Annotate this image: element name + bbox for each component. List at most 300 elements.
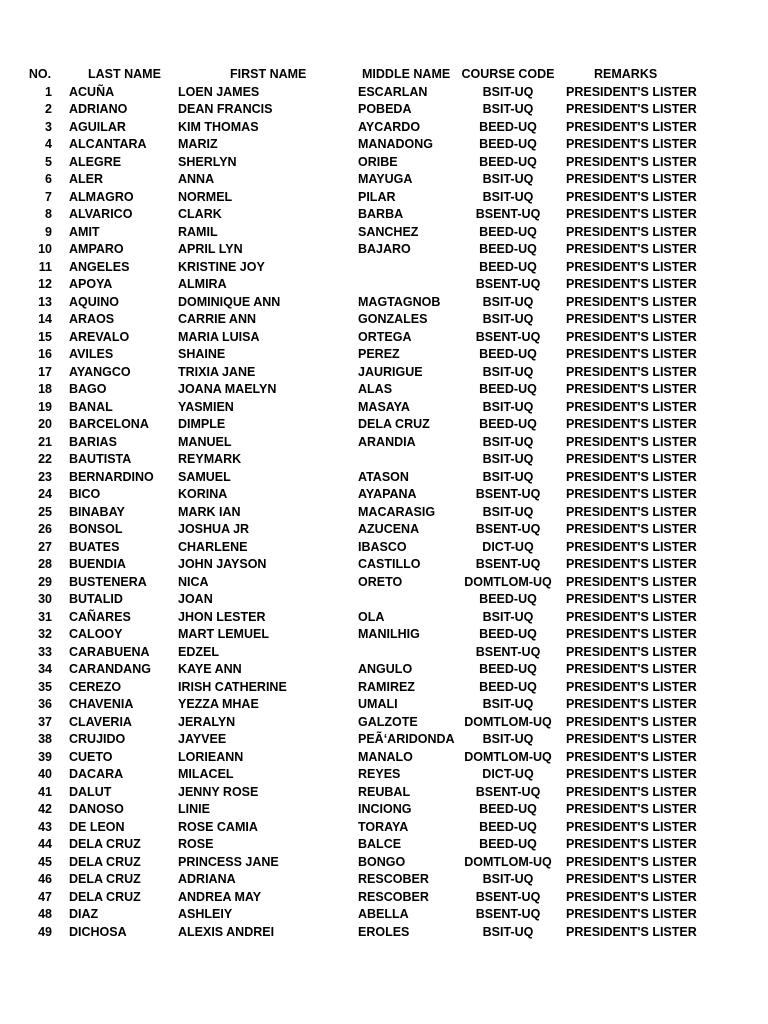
cell-no: 6	[45, 172, 52, 186]
table-row	[0, 854, 768, 872]
header-no: NO.	[28, 67, 52, 81]
cell-last-name: AVILES	[69, 347, 114, 361]
cell-remarks: PRESIDENT'S LISTER	[566, 364, 697, 379]
cell-course-code: DOMTLOM-UQ	[464, 574, 552, 589]
cell-no: 49	[38, 924, 52, 939]
cell-middle-name: REYES	[358, 767, 401, 781]
cell-middle-name: ATASON	[358, 469, 409, 484]
cell-no: 36	[38, 697, 52, 711]
cell-middle-name: AYAPANA	[358, 487, 417, 501]
cell-remarks: PRESIDENT'S LISTER	[566, 714, 697, 729]
cell-middle-name: GALZOTE	[358, 714, 418, 729]
cell-no: 22	[38, 452, 52, 466]
cell-no: 27	[38, 539, 52, 554]
cell-remarks: PRESIDENT'S LISTER	[566, 189, 697, 204]
cell-course-code: BSENT-UQ	[475, 487, 541, 501]
cell-course-code: BSIT-UQ	[482, 172, 534, 186]
cell-no: 48	[38, 907, 52, 921]
cell-remarks: PRESIDENT'S LISTER	[566, 679, 697, 694]
cell-last-name: BERNARDINO	[69, 469, 154, 484]
cell-first-name: ADRIANA	[178, 872, 236, 886]
cell-remarks: PRESIDENT'S LISTER	[566, 224, 697, 239]
cell-course-code: BEED-UQ	[479, 819, 537, 834]
cell-middle-name: ALAS	[358, 382, 393, 396]
cell-first-name: APRIL LYN	[178, 242, 243, 256]
cell-remarks: PRESIDENT'S LISTER	[566, 469, 697, 484]
cell-middle-name: SANCHEZ	[358, 224, 419, 239]
cell-no: 8	[45, 207, 52, 221]
cell-no: 40	[38, 767, 52, 781]
cell-no: 21	[38, 434, 52, 449]
header-middle-name: MIDDLE NAME	[362, 67, 451, 81]
table-row	[0, 84, 768, 102]
cell-remarks: PRESIDENT'S LISTER	[566, 872, 697, 886]
cell-remarks: PRESIDENT'S LISTER	[566, 172, 697, 186]
cell-no: 4	[45, 137, 52, 151]
cell-course-code: BEED-UQ	[479, 679, 537, 694]
table-row	[0, 626, 768, 644]
cell-course-code: BSIT-UQ	[482, 452, 534, 466]
cell-course-code: BSIT-UQ	[482, 609, 534, 624]
cell-middle-name: IBASCO	[358, 539, 407, 554]
cell-remarks: PRESIDENT'S LISTER	[566, 242, 697, 256]
cell-middle-name: ARANDIA	[358, 434, 416, 449]
table-row	[0, 871, 768, 889]
cell-first-name: ANNA	[178, 172, 215, 186]
cell-remarks: PRESIDENT'S LISTER	[566, 609, 697, 624]
lister-table	[0, 66, 768, 941]
cell-first-name: KIM THOMAS	[178, 119, 259, 134]
cell-course-code: BSENT-UQ	[475, 277, 541, 291]
cell-course-code: BEED-UQ	[479, 119, 537, 134]
cell-course-code: BEED-UQ	[479, 154, 537, 169]
cell-remarks: PRESIDENT'S LISTER	[566, 84, 697, 99]
cell-middle-name: RAMIREZ	[358, 679, 415, 694]
cell-middle-name: ESCARLAN	[358, 84, 428, 99]
table-row	[0, 889, 768, 907]
cell-middle-name: BAJARO	[358, 242, 411, 256]
table-row	[0, 294, 768, 312]
table-row	[0, 731, 768, 749]
cell-course-code: BSENT-UQ	[475, 889, 541, 904]
cell-first-name: JOANA MAELYN	[178, 382, 277, 396]
cell-middle-name: MACARASIG	[358, 504, 436, 519]
cell-course-code: BSIT-UQ	[482, 924, 534, 939]
table-row	[0, 609, 768, 627]
cell-last-name: BARCELONA	[69, 417, 149, 431]
cell-no: 44	[38, 837, 52, 851]
cell-middle-name: PEÃ‘ARIDONDA	[358, 732, 455, 746]
cell-first-name: MARK IAN	[178, 504, 241, 519]
header-course-code: COURSE CODE	[461, 67, 555, 81]
cell-no: 12	[38, 277, 52, 291]
cell-course-code: BEED-UQ	[479, 837, 537, 851]
cell-middle-name: POBEDA	[358, 102, 412, 116]
cell-first-name: CLARK	[178, 207, 222, 221]
cell-first-name: LINIE	[178, 802, 210, 816]
cell-middle-name: BALCE	[358, 837, 402, 851]
cell-course-code: BSENT-UQ	[475, 207, 541, 221]
cell-remarks: PRESIDENT'S LISTER	[566, 417, 697, 431]
cell-first-name: JOAN	[178, 592, 213, 606]
cell-middle-name: MANADONG	[358, 137, 433, 151]
cell-middle-name: AYCARDO	[358, 119, 421, 134]
cell-remarks: PRESIDENT'S LISTER	[566, 329, 697, 344]
cell-remarks: PRESIDENT'S LISTER	[566, 889, 697, 904]
cell-no: 7	[45, 189, 52, 204]
cell-remarks: PRESIDENT'S LISTER	[566, 644, 697, 659]
cell-no: 10	[38, 242, 52, 256]
cell-no: 23	[38, 469, 52, 484]
cell-remarks: PRESIDENT'S LISTER	[566, 102, 697, 116]
cell-last-name: BICO	[69, 487, 101, 501]
cell-last-name: CARANDANG	[69, 662, 151, 676]
cell-middle-name: MAGTAGNOB	[358, 294, 441, 309]
table-row	[0, 521, 768, 539]
cell-remarks: PRESIDENT'S LISTER	[566, 277, 697, 291]
cell-no: 15	[38, 329, 52, 344]
cell-last-name: CHAVENIA	[69, 697, 134, 711]
cell-middle-name: RESCOBER	[358, 889, 429, 904]
cell-remarks: PRESIDENT'S LISTER	[566, 399, 697, 414]
cell-course-code: BEED-UQ	[479, 382, 537, 396]
cell-first-name: YEZZA MHAE	[178, 697, 259, 711]
cell-no: 13	[38, 294, 52, 309]
cell-last-name: APOYA	[69, 277, 113, 291]
table-row	[0, 696, 768, 714]
table-row	[0, 556, 768, 574]
cell-first-name: DEAN FRANCIS	[178, 102, 273, 116]
cell-course-code: BEED-UQ	[479, 347, 537, 361]
cell-first-name: YASMIEN	[178, 399, 234, 414]
cell-course-code: BEED-UQ	[479, 137, 537, 151]
cell-middle-name: INCIONG	[358, 802, 412, 816]
cell-course-code: BSENT-UQ	[475, 557, 541, 571]
cell-course-code: BSIT-UQ	[482, 189, 534, 204]
cell-remarks: PRESIDENT'S LISTER	[566, 732, 697, 746]
cell-last-name: DELA CRUZ	[69, 854, 141, 869]
cell-course-code: BSIT-UQ	[482, 732, 534, 746]
table-row	[0, 399, 768, 417]
cell-last-name: BUENDIA	[69, 557, 126, 571]
header-first-name: FIRST NAME	[230, 67, 307, 81]
cell-first-name: ALMIRA	[178, 277, 227, 291]
table-row	[0, 819, 768, 837]
cell-last-name: DELA CRUZ	[69, 837, 141, 851]
cell-first-name: NICA	[178, 574, 209, 589]
cell-first-name: KORINA	[178, 487, 228, 501]
cell-middle-name: ABELLA	[358, 907, 409, 921]
cell-no: 29	[38, 574, 52, 589]
cell-no: 37	[38, 714, 52, 729]
cell-course-code: BSENT-UQ	[475, 522, 541, 536]
cell-last-name: ALCANTARA	[69, 137, 147, 151]
cell-last-name: ALEGRE	[69, 154, 122, 169]
cell-last-name: AREVALO	[69, 329, 130, 344]
cell-course-code: BSENT-UQ	[475, 907, 541, 921]
cell-last-name: BANAL	[69, 399, 113, 414]
cell-first-name: SAMUEL	[178, 469, 231, 484]
table-row	[0, 749, 768, 767]
cell-course-code: DOMTLOM-UQ	[464, 714, 552, 729]
cell-remarks: PRESIDENT'S LISTER	[566, 802, 697, 816]
cell-last-name: ADRIANO	[69, 102, 128, 116]
table-row	[0, 346, 768, 364]
cell-middle-name: JAURIGUE	[358, 364, 423, 379]
cell-course-code: DICT-UQ	[482, 539, 534, 554]
cell-first-name: REYMARK	[178, 452, 242, 466]
cell-first-name: JOSHUA JR	[178, 522, 250, 536]
cell-course-code: BEED-UQ	[479, 259, 537, 274]
cell-no: 30	[38, 592, 52, 606]
cell-last-name: BUTALID	[69, 592, 123, 606]
table-row	[0, 714, 768, 732]
table-row	[0, 661, 768, 679]
table-row	[0, 136, 768, 154]
cell-remarks: PRESIDENT'S LISTER	[566, 574, 697, 589]
cell-no: 1	[45, 84, 52, 99]
table-row	[0, 451, 768, 469]
cell-first-name: MARIA LUISA	[178, 329, 260, 344]
cell-middle-name: ORTEGA	[358, 329, 412, 344]
cell-last-name: CUETO	[69, 749, 113, 764]
cell-first-name: MART LEMUEL	[178, 627, 269, 641]
cell-course-code: BEED-UQ	[479, 242, 537, 256]
cell-no: 32	[38, 627, 52, 641]
cell-last-name: BUATES	[69, 539, 120, 554]
cell-last-name: AMIT	[69, 224, 100, 239]
cell-last-name: DELA CRUZ	[69, 889, 141, 904]
cell-last-name: CARABUENA	[69, 644, 150, 659]
cell-course-code: BEED-UQ	[479, 417, 537, 431]
cell-remarks: PRESIDENT'S LISTER	[566, 154, 697, 169]
cell-no: 18	[38, 382, 52, 396]
cell-last-name: BUSTENERA	[69, 574, 147, 589]
cell-course-code: BSIT-UQ	[482, 697, 534, 711]
cell-first-name: LOEN JAMES	[178, 84, 260, 99]
table-row	[0, 171, 768, 189]
table-body	[0, 84, 768, 942]
cell-last-name: ARAOS	[69, 312, 115, 326]
cell-middle-name: PILAR	[358, 189, 396, 204]
cell-course-code: DICT-UQ	[482, 767, 534, 781]
header-last-name: LAST NAME	[88, 67, 161, 81]
cell-no: 45	[38, 854, 52, 869]
table-row	[0, 329, 768, 347]
cell-first-name: DOMINIQUE ANN	[178, 294, 281, 309]
cell-middle-name: ANGULO	[358, 662, 413, 676]
cell-first-name: KRISTINE JOY	[178, 259, 265, 274]
cell-course-code: BEED-UQ	[479, 592, 537, 606]
cell-remarks: PRESIDENT'S LISTER	[566, 504, 697, 519]
cell-course-code: BEED-UQ	[479, 224, 537, 239]
cell-no: 39	[38, 749, 52, 764]
cell-last-name: DE LEON	[69, 819, 125, 834]
cell-middle-name: MAYUGA	[358, 172, 413, 186]
table-row	[0, 189, 768, 207]
cell-remarks: PRESIDENT'S LISTER	[566, 627, 697, 641]
cell-remarks: PRESIDENT'S LISTER	[566, 294, 697, 309]
table-row	[0, 679, 768, 697]
cell-first-name: ASHLEIY	[178, 907, 233, 921]
cell-no: 46	[38, 872, 52, 886]
table-row	[0, 259, 768, 277]
cell-no: 14	[38, 312, 52, 326]
cell-first-name: MANUEL	[178, 434, 232, 449]
cell-first-name: PRINCESS JANE	[178, 854, 279, 869]
cell-last-name: ACUÑA	[69, 84, 115, 99]
cell-last-name: DALUT	[69, 784, 112, 799]
table-row	[0, 924, 768, 942]
cell-first-name: LORIEANN	[178, 749, 244, 764]
cell-no: 31	[38, 609, 52, 624]
cell-remarks: PRESIDENT'S LISTER	[566, 522, 697, 536]
cell-remarks: PRESIDENT'S LISTER	[566, 854, 697, 869]
cell-middle-name: CASTILLO	[358, 557, 421, 571]
cell-remarks: PRESIDENT'S LISTER	[566, 347, 697, 361]
cell-remarks: PRESIDENT'S LISTER	[566, 767, 697, 781]
cell-remarks: PRESIDENT'S LISTER	[566, 784, 697, 799]
cell-no: 34	[38, 662, 52, 676]
cell-course-code: BSENT-UQ	[475, 644, 541, 659]
cell-first-name: CHARLENE	[178, 539, 248, 554]
cell-remarks: PRESIDENT'S LISTER	[566, 119, 697, 134]
cell-last-name: BINABAY	[69, 504, 125, 519]
cell-no: 5	[45, 154, 52, 169]
cell-middle-name: BARBA	[358, 207, 404, 221]
cell-first-name: SHAINE	[178, 347, 226, 361]
cell-last-name: AGUILAR	[69, 119, 126, 134]
cell-first-name: MARIZ	[178, 137, 218, 151]
cell-last-name: BARIAS	[69, 434, 117, 449]
cell-middle-name: TORAYA	[358, 819, 409, 834]
cell-middle-name: BONGO	[358, 854, 406, 869]
table-row	[0, 154, 768, 172]
cell-remarks: PRESIDENT'S LISTER	[566, 137, 697, 151]
cell-course-code: BEED-UQ	[479, 662, 537, 676]
cell-middle-name: REUBAL	[358, 784, 411, 799]
table-row	[0, 311, 768, 329]
cell-no: 47	[38, 889, 52, 904]
cell-remarks: PRESIDENT'S LISTER	[566, 697, 697, 711]
cell-no: 43	[38, 819, 52, 834]
cell-course-code: BSIT-UQ	[482, 102, 534, 116]
cell-remarks: PRESIDENT'S LISTER	[566, 207, 697, 221]
cell-first-name: JENNY ROSE	[178, 784, 259, 799]
cell-last-name: CEREZO	[69, 679, 122, 694]
cell-last-name: AYANGCO	[69, 364, 131, 379]
cell-remarks: PRESIDENT'S LISTER	[566, 452, 697, 466]
table-row	[0, 276, 768, 294]
cell-no: 26	[38, 522, 52, 536]
cell-course-code: BSIT-UQ	[482, 84, 534, 99]
cell-first-name: DIMPLE	[178, 417, 226, 431]
cell-remarks: PRESIDENT'S LISTER	[566, 312, 697, 326]
table-row	[0, 364, 768, 382]
cell-remarks: PRESIDENT'S LISTER	[566, 819, 697, 834]
cell-middle-name: RESCOBER	[358, 872, 429, 886]
cell-no: 28	[38, 557, 52, 571]
cell-last-name: BAUTISTA	[69, 452, 132, 466]
cell-first-name: TRIXIA JANE	[178, 364, 256, 379]
cell-first-name: SHERLYN	[178, 154, 237, 169]
cell-first-name: JAYVEE	[178, 732, 227, 746]
cell-first-name: JHON LESTER	[178, 609, 266, 624]
cell-course-code: DOMTLOM-UQ	[464, 749, 552, 764]
table-row	[0, 416, 768, 434]
cell-no: 9	[45, 224, 52, 239]
cell-no: 42	[38, 802, 52, 816]
cell-course-code: BSENT-UQ	[475, 784, 541, 799]
cell-no: 25	[38, 504, 52, 519]
cell-remarks: PRESIDENT'S LISTER	[566, 487, 697, 501]
table-row	[0, 574, 768, 592]
header-remarks: REMARKS	[594, 67, 658, 81]
table-row	[0, 644, 768, 662]
cell-course-code: BSIT-UQ	[482, 399, 534, 414]
cell-last-name: AMPARO	[69, 242, 124, 256]
cell-last-name: CAÑARES	[69, 609, 131, 624]
cell-remarks: PRESIDENT'S LISTER	[566, 382, 697, 396]
cell-last-name: ALMAGRO	[69, 189, 134, 204]
cell-middle-name: AZUCENA	[358, 522, 420, 536]
table-row	[0, 469, 768, 487]
cell-course-code: BEED-UQ	[479, 627, 537, 641]
table-row	[0, 206, 768, 224]
cell-middle-name: ORETO	[358, 574, 403, 589]
cell-course-code: BSIT-UQ	[482, 294, 534, 309]
cell-middle-name: PEREZ	[358, 347, 400, 361]
cell-course-code: BSIT-UQ	[482, 504, 534, 519]
cell-last-name: AQUINO	[69, 294, 119, 309]
cell-course-code: BEED-UQ	[479, 802, 537, 816]
cell-course-code: BSIT-UQ	[482, 434, 534, 449]
cell-no: 17	[38, 364, 52, 379]
cell-middle-name: DELA CRUZ	[358, 417, 430, 431]
cell-first-name: ANDREA MAY	[178, 889, 262, 904]
table-row	[0, 119, 768, 137]
cell-remarks: PRESIDENT'S LISTER	[566, 557, 697, 571]
table-row	[0, 836, 768, 854]
cell-no: 3	[45, 119, 52, 134]
cell-remarks: PRESIDENT'S LISTER	[566, 434, 697, 449]
cell-last-name: BONSOL	[69, 522, 123, 536]
table-header	[0, 66, 768, 84]
cell-last-name: DICHOSA	[69, 924, 127, 939]
cell-remarks: PRESIDENT'S LISTER	[566, 539, 697, 554]
cell-course-code: BSIT-UQ	[482, 872, 534, 886]
cell-course-code: DOMTLOM-UQ	[464, 854, 552, 869]
cell-middle-name: MANALO	[358, 749, 413, 764]
cell-last-name: BAGO	[69, 382, 107, 396]
cell-no: 16	[38, 347, 52, 361]
cell-first-name: RAMIL	[178, 224, 218, 239]
cell-first-name: ROSE	[178, 837, 214, 851]
cell-first-name: JERALYN	[178, 714, 236, 729]
cell-remarks: PRESIDENT'S LISTER	[566, 749, 697, 764]
cell-remarks: PRESIDENT'S LISTER	[566, 924, 697, 939]
table-row	[0, 801, 768, 819]
cell-first-name: MILACEL	[178, 767, 234, 781]
table-row	[0, 539, 768, 557]
cell-remarks: PRESIDENT'S LISTER	[566, 662, 697, 676]
cell-no: 11	[38, 259, 52, 274]
table-row	[0, 434, 768, 452]
cell-last-name: DELA CRUZ	[69, 872, 141, 886]
cell-first-name: IRISH CATHERINE	[178, 679, 287, 694]
cell-course-code: BSIT-UQ	[482, 364, 534, 379]
cell-no: 35	[38, 679, 52, 694]
